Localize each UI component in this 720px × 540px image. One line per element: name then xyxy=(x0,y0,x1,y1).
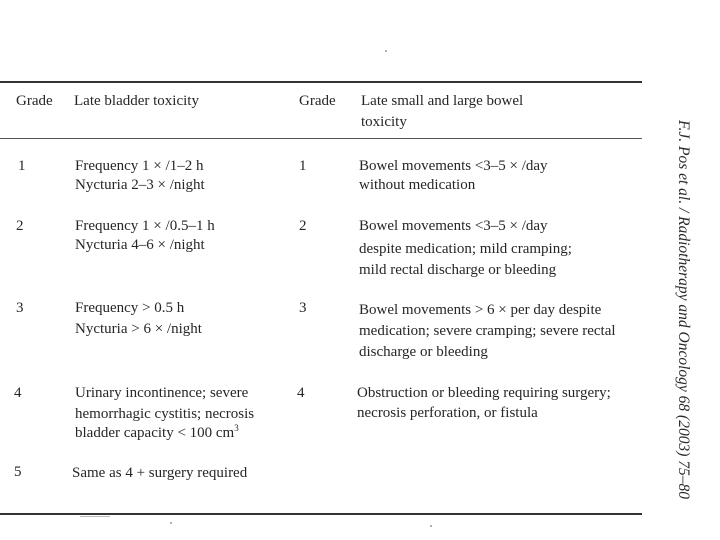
row3-bowel-grade: 3 xyxy=(299,300,307,316)
row4-bladder-line3 xyxy=(75,424,239,443)
row1-bowel-grade: 1 xyxy=(299,158,307,174)
row4-bowel-line1: Obstruction or bleeding requiring surgery; xyxy=(357,385,611,401)
table-header-rule xyxy=(0,138,642,139)
row3-grade: 3 xyxy=(16,300,24,316)
row1-bowel-line1: Bowel movements <3–5 × /day xyxy=(359,158,548,174)
scan-speck xyxy=(430,525,432,527)
row4-bowel-grade: 4 xyxy=(297,385,305,401)
row4-bladder-line3-text: bladder capacity < 100 cm xyxy=(75,425,235,441)
row3-bladder-line2: Nycturia > 6 × /night xyxy=(75,321,202,337)
row5-bladder-line1: Same as 4 + surgery required xyxy=(72,465,248,481)
row3-bladder-line1: Frequency > 0.5 h xyxy=(75,300,185,316)
row2-bowel-line3: mild rectal discharge or bleeding xyxy=(359,262,557,278)
scan-speck xyxy=(385,50,387,52)
row1-grade: 1 xyxy=(18,158,26,174)
row2-bladder-line1: Frequency 1 × /0.5–1 h xyxy=(75,218,215,234)
header-grade-bowel: Grade xyxy=(299,93,336,109)
row2-bowel-line1: Bowel movements <3–5 × /day xyxy=(359,218,548,234)
row4-bladder-line1: Urinary incontinence; severe xyxy=(75,385,249,401)
header-bowel-toxicity-line1: Late small and large bowel xyxy=(361,93,524,109)
cubic-superscript: 3 xyxy=(234,423,239,433)
row5-grade: 5 xyxy=(14,464,22,480)
table-top-rule xyxy=(0,81,642,83)
scan-speck xyxy=(170,522,172,524)
row2-grade: 2 xyxy=(16,218,24,234)
row1-bladder-line2: Nycturia 2–3 × /night xyxy=(75,177,205,193)
row4-grade: 4 xyxy=(14,385,22,401)
row3-bowel-line3: discharge or bleeding xyxy=(359,344,488,360)
row2-bowel-line2: despite medication; mild cramping; xyxy=(359,241,572,257)
row2-bladder-line2: Nycturia 4–6 × /night xyxy=(75,237,205,253)
row4-bladder-line2: hemorrhagic cystitis; necrosis xyxy=(75,406,255,422)
side-citation: F.J. Pos et al. / Radiotherapy and Oncology 68 (2003) 75–80 xyxy=(675,120,692,499)
row2-bowel-grade: 2 xyxy=(299,218,307,234)
row1-bladder-line1: Frequency 1 × /1–2 h xyxy=(75,158,204,174)
table-bottom-rule xyxy=(0,513,642,515)
row3-bowel-line2: medication; severe cramping; severe rectal xyxy=(359,323,616,339)
row4-bowel-line2: necrosis perforation, or fistula xyxy=(357,405,538,421)
row1-bowel-line2: without medication xyxy=(359,177,476,193)
header-bladder-toxicity: Late bladder toxicity xyxy=(74,93,199,109)
header-bowel-toxicity-line2: toxicity xyxy=(361,114,407,130)
scan-speck xyxy=(80,516,110,517)
row3-bowel-line1: Bowel movements > 6 × per day despite xyxy=(359,302,602,318)
header-grade-bladder: Grade xyxy=(16,93,53,109)
